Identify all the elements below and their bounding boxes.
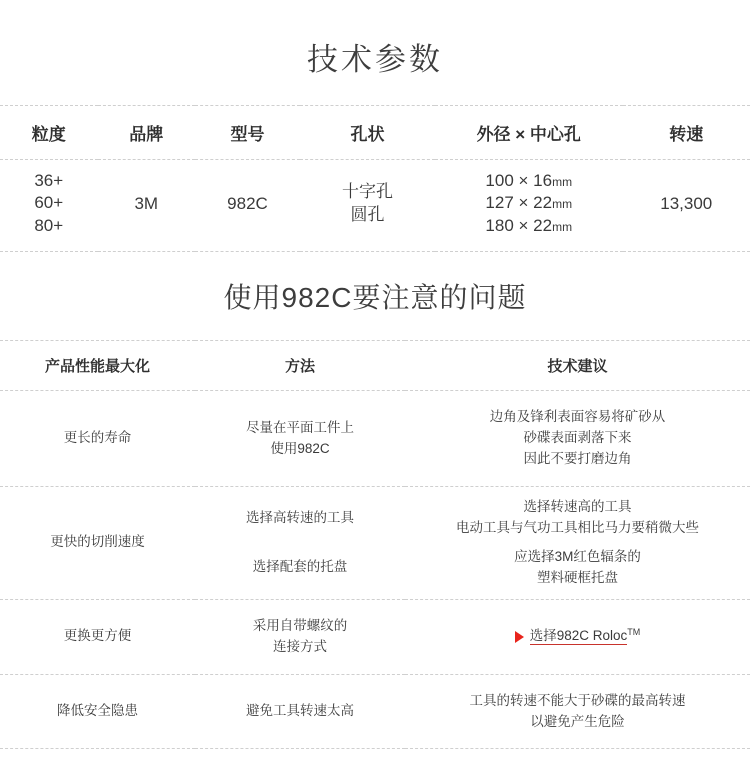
notes-table-row bbox=[0, 391, 750, 487]
spec-cell-brand: 3M bbox=[98, 160, 196, 252]
method-line: 连接方式 bbox=[201, 637, 399, 658]
roloc-link[interactable] bbox=[515, 626, 641, 647]
size-value bbox=[435, 192, 623, 214]
play-triangle-icon bbox=[515, 631, 524, 643]
notes-advice bbox=[405, 543, 750, 599]
notes-table-row bbox=[0, 599, 750, 674]
notes-table bbox=[0, 340, 750, 749]
notes-method bbox=[195, 391, 405, 487]
method-line: 避免工具转速太高 bbox=[201, 701, 399, 722]
advice-line: 边角及锋利表面容易将矿砂从 bbox=[411, 407, 744, 428]
method-line: 采用自带螺纹的 bbox=[201, 616, 399, 637]
spec-cell-model: 982C bbox=[195, 160, 300, 252]
advice-line: 因此不要打磨边角 bbox=[411, 449, 744, 470]
size-value bbox=[435, 170, 623, 192]
notes-table-row bbox=[0, 487, 750, 543]
notes-header-advice: 技术建议 bbox=[405, 341, 750, 391]
notes-method bbox=[195, 487, 405, 543]
notes-advice bbox=[405, 391, 750, 487]
trademark-mark: TM bbox=[627, 627, 640, 637]
size-value bbox=[435, 215, 623, 237]
method-line: 选择高转速的工具 bbox=[201, 508, 399, 529]
spec-header-rpm: 转速 bbox=[623, 106, 750, 160]
grit-value: 80+ bbox=[0, 215, 98, 237]
notes-advice bbox=[405, 599, 750, 674]
bottom-spacer bbox=[0, 749, 750, 767]
spec-table bbox=[0, 105, 750, 252]
notes-header-method: 方法 bbox=[195, 341, 405, 391]
spec-header-brand: 品牌 bbox=[98, 106, 196, 160]
notes-advice bbox=[405, 487, 750, 543]
notes-goal: 更长的寿命 bbox=[0, 391, 195, 487]
method-line: 尽量在平面工件上 bbox=[201, 418, 399, 439]
notes-method bbox=[195, 674, 405, 749]
spec-cell-grit bbox=[0, 160, 98, 252]
notes-goal: 更快的切削速度 bbox=[0, 487, 195, 600]
spec-cell-rpm: 13,300 bbox=[623, 160, 750, 252]
method-line: 选择配套的托盘 bbox=[201, 557, 399, 578]
notes-method bbox=[195, 599, 405, 674]
spec-table-row bbox=[0, 160, 750, 252]
spec-header-grit: 粒度 bbox=[0, 106, 98, 160]
spec-header-size: 外径 × 中心孔 bbox=[435, 106, 623, 160]
advice-line: 以避免产生危险 bbox=[411, 712, 744, 733]
notes-table-row bbox=[0, 674, 750, 749]
method-line: 使用982C bbox=[201, 439, 399, 460]
size-number: 100 × 16 bbox=[485, 171, 552, 190]
notes-advice bbox=[405, 674, 750, 749]
notes-goal: 降低安全隐患 bbox=[0, 674, 195, 749]
grit-value: 36+ bbox=[0, 170, 98, 192]
advice-line: 应选择3M红色辐条的 bbox=[411, 547, 744, 568]
hole-type: 十字孔 bbox=[300, 181, 435, 203]
page-title-spec: 技术参数 bbox=[0, 0, 750, 105]
advice-line: 选择转速高的工具 bbox=[411, 497, 744, 518]
advice-line: 塑料硬框托盘 bbox=[411, 568, 744, 589]
spec-cell-size bbox=[435, 160, 623, 252]
notes-goal: 更换更方便 bbox=[0, 599, 195, 674]
advice-line: 电动工具与气功工具相比马力要稍微大些 bbox=[411, 518, 744, 539]
size-unit: mm bbox=[552, 175, 572, 189]
advice-line: 工具的转速不能大于砂碟的最高转速 bbox=[411, 691, 744, 712]
page-title-notes: 使用982C要注意的问题 bbox=[0, 252, 750, 340]
spec-table-header-row bbox=[0, 106, 750, 160]
notes-table-header-row bbox=[0, 341, 750, 391]
advice-line: 砂碟表面剥落下来 bbox=[411, 428, 744, 449]
notes-method bbox=[195, 543, 405, 599]
spec-header-hole: 孔状 bbox=[300, 106, 435, 160]
spec-header-model: 型号 bbox=[195, 106, 300, 160]
notes-header-goal: 产品性能最大化 bbox=[0, 341, 195, 391]
size-unit: mm bbox=[552, 220, 572, 234]
spec-cell-hole bbox=[300, 160, 435, 252]
size-number: 180 × 22 bbox=[485, 216, 552, 235]
roloc-link-label: 选择982C Roloc bbox=[530, 628, 628, 645]
size-unit: mm bbox=[552, 197, 572, 211]
hole-type: 圆孔 bbox=[300, 204, 435, 226]
size-number: 127 × 22 bbox=[485, 193, 552, 212]
grit-value: 60+ bbox=[0, 192, 98, 214]
